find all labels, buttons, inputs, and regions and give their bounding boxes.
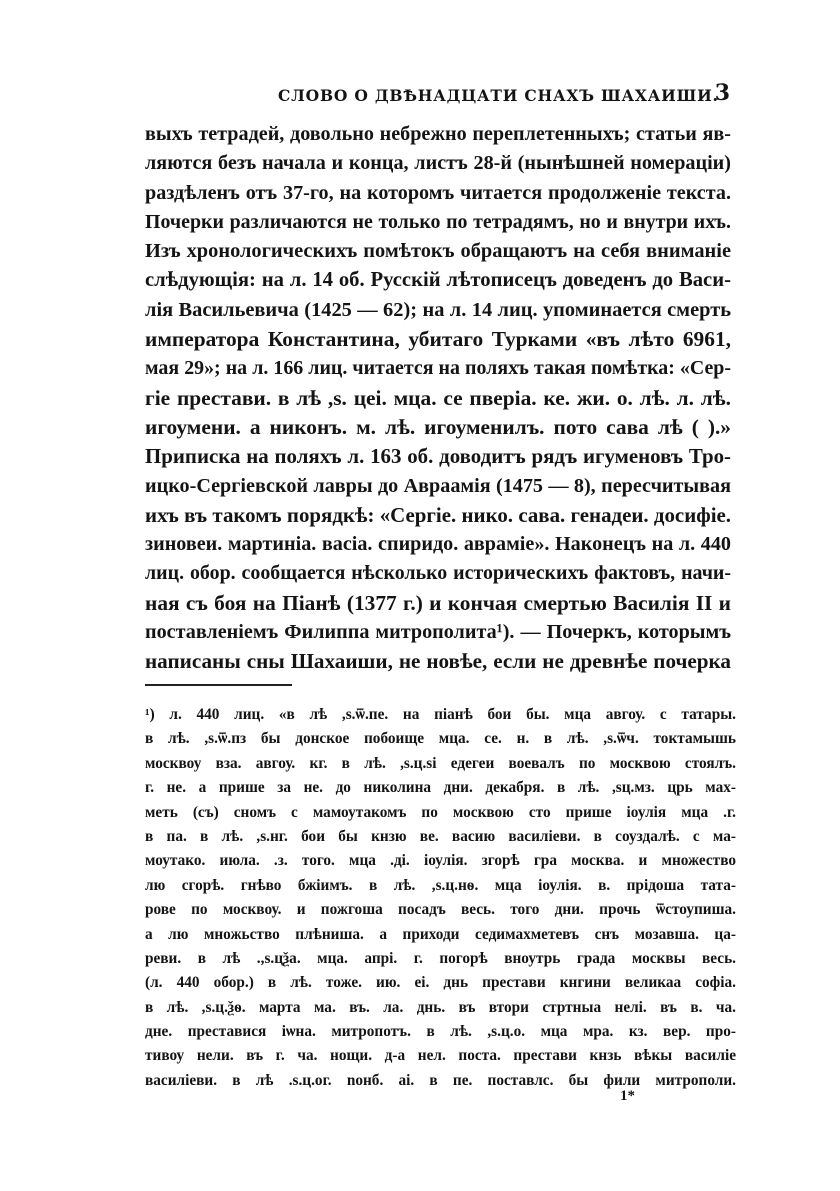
page-number: 3 [714,80,730,106]
text-line: императора Константина, убитаго Турками «въ лѣто 6961, [145,327,731,352]
text-line: гіе престави. в лѣ ,ѕ. цеі. мца. се пвеpia. ке. жи. о. лѣ. л. лѣ. [145,385,731,410]
text-line: ицко-Сергіевской лавры до Авраамія (1475 — 8), пересчитывая [145,474,731,497]
footnote-line: ¹) л. 440 лиц. «в лѣ ,ѕ.ѿ.пе. на піанѣ бои бы. мца авгоу. с татары. [145,706,736,723]
footnote-line: москвоу вза. авгоу. кг. в лѣ. ,ѕ.ц.ѕі едегеи воевалъ по москвою стоялъ. [145,754,736,772]
footnote-line: а лю множьство плѣниша. а приходи седимахметевъ снъ мозавша. ца- [145,925,736,943]
footnote-line: реви. в лѣ .,ѕ.цѯа. мца. апрі. г. погорѣ вноутрь града москвы весь. [145,949,736,967]
footnote-line: меть (съ) сномъ с мамоутакомъ по москвою сто прише іоулія мца .г. [145,803,736,821]
footnote-line: в лѣ. ,ѕ.ц.ѯѳ. марта ма. въ. ла. днь. въ втори стртныа нелі. въ в. ча. [145,998,736,1016]
footnotes [145,703,736,1093]
footnote-line: дне. преставися іѡна. митропотъ. в лѣ. ,ѕ.ц.о. мца мра. кз. веp. про- [145,1023,736,1041]
text-line: слѣдующія: на л. 14 об. Русскій лѣтописецъ доведенъ до Васи- [145,269,731,292]
text-line: игоумени. а никонъ. м. лѣ. игоуменилъ. пото сава лѣ ( ).» [145,414,731,439]
running-title: СЛОВО О ДВѢНАДЦАТИ СНАХЪ ШАХАИШИ. [278,86,719,105]
footnote-line: тивоу нели. въ г. ча. нощи. д-а нел. поста. престави кнзь вѣкы василіе [145,1047,736,1065]
text-line: выхъ тетрадей, довольно небрежно переплетенныхъ; статьи яв- [145,123,731,145]
text-line: Изъ хронологическихъ помѣтокъ обращаютъ на себя вниманіе [145,240,731,263]
main-text [145,120,731,677]
text-line: зиновеи. мартиніа. васіа. спиридо. аврамie». Наконецъ на л. 440 [145,533,731,556]
footnote-separator [145,684,292,686]
text-line: ихъ въ такомъ порядкѣ: «Сергіе. нико. сава. генадеи. досифіе. [145,502,731,527]
text-line: ляются безъ начала и конца, листъ 28-й (нынѣшней номераціи) [145,152,731,175]
footnote-line: рове по москвоу. и пожгоша посадъ весь. того дни. прочь ѿстоупиша. [145,901,736,919]
text-line: написаны сны Шахаиши, не новѣе, если не древнѣе почерка [145,649,731,674]
text-line: лія Васильевича (1425 — 62); на л. 14 лиц. упоминается смерть [145,298,731,321]
text-line: Почерки различаются не только по тетрадямъ, но и внутри ихъ. [145,210,731,233]
signature-mark: 1* [620,1088,635,1104]
footnote-line: василіеви. в лѣ .ѕ.ц.ог. noнб. аі. в пе. поставлс. бы фили митрополи. [145,1071,736,1089]
footnote-line: моутако. июла. .з. того. мца .ді. іоулія. згорѣ гра москва. и множество [145,852,736,870]
text-line: раздѣленъ отъ 37-го, на которомъ читается продолженіе текста. [145,181,731,204]
running-head [150,80,732,114]
text-line: ная съ боя на Піанѣ (1377 г.) и кончая смертью Василія II и [145,590,731,615]
footnote-line: г. не. а прише за не. до николина дни. декабря. в лѣ. ,ѕц.мз. црь мах- [145,779,736,797]
footnote-line: (л. 440 обор.) в лѣ. тоже. ию. еі. днь престави кнгини великаа софіа. [145,974,736,992]
text-line: лиц. обор. сообщается нѣсколько историческихъ фактовъ, начи- [145,562,731,585]
footnote-line: лю сгорѣ. гнѣво бжіимъ. в лѣ. ,ѕ.ц.нѳ. мца іоулія. в. прідоша тата- [145,876,736,894]
text-line: мая 29»; на л. 166 лиц. читается на поляхъ такая помѣтка: «Сер- [145,357,731,380]
footnote-line: в лѣ. ,ѕ.ѿ.пз бы донское побоище мца. се. н. в лѣ. ,ѕ.ѿч. токтамышь [145,730,736,748]
text-line: поставленіемъ Филиппа митрополита¹). — Почеркъ, которымъ [145,621,731,644]
text-line: Приписка на поляхъ л. 163 об. доводитъ рядъ игуменовъ Тро- [145,444,731,469]
footnote-line: в па. в лѣ. ,ѕ.нг. бои бы кнзю ве. васию василіеви. в соуздалѣ. с ма- [145,827,736,845]
